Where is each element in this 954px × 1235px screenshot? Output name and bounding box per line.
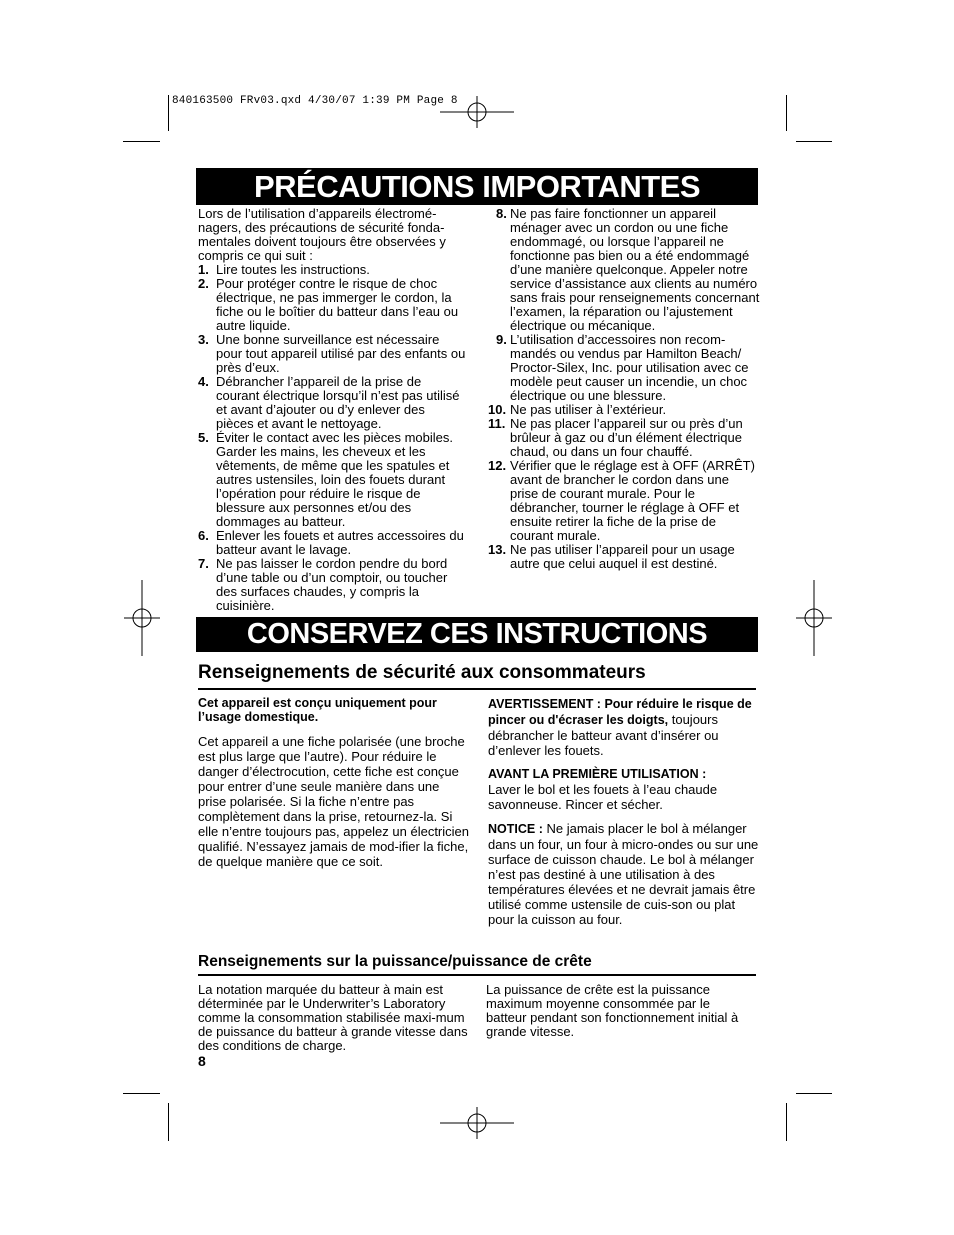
- precautions-banner: [196, 168, 758, 205]
- item-text: Pour protéger contre le risque de choc électrique, ne pas immerger le cordon, la fiche ou le boîtier du batteur dans l’eau ou autre liquide.: [216, 276, 459, 333]
- notice-paragraph: [488, 821, 762, 927]
- registration-mark-icon: [440, 1107, 514, 1139]
- crop-mark: [786, 1103, 787, 1141]
- item-text: Lire toutes les instructions.: [216, 262, 370, 277]
- item-text: Ne pas utiliser à l’extérieur.: [510, 402, 667, 417]
- item-number: 10.: [488, 402, 507, 417]
- item-text: Enlever les fouets et autres accessoires du batteur avant le lavage.: [216, 528, 464, 557]
- power-section-title: Renseignements sur la puissance/puissance de crête: [198, 952, 756, 976]
- list-item: [198, 375, 466, 431]
- item-text: Ne pas faire fonctionner un appareil ménager avec un cordon ou une fiche endommagé, ou lorsque l’appareil ne fonctionne pas bien ou a été endommagé d’une manière quelconque. Appeler notre service d’assistance aux clients au numéro sans frais pour renseignements concernant l’examen, la réparation ou l’ajustement électrique ou mécanique.: [510, 206, 760, 333]
- conservez-banner: [196, 617, 758, 652]
- safety-right-column: [488, 696, 762, 933]
- before-first-use-paragraph: [488, 767, 762, 812]
- item-number: 8.: [496, 206, 507, 221]
- list-item: [198, 557, 466, 613]
- list-item: [488, 333, 760, 403]
- page-number: 8: [198, 1053, 206, 1069]
- before-first-use-label: AVANT LA PREMIÈRE UTILISATION :: [488, 767, 707, 781]
- list-item: [488, 403, 760, 417]
- precautions-intro: Lors de l’utilisation d’appareils électromé-nagers, des précautions de sécurité fonda-mentales doivent toujours être observées y compris ce qui suit :: [198, 206, 446, 263]
- domestic-use-note: Cet appareil est conçu uniquement pour l’usage domestique.: [198, 696, 437, 724]
- power-rating-text: La notation marquée du batteur à main est déterminée par le Underwriter’s Laboratory comme la consommation stabilisée maxi-mum de puissance du batteur à grande vitesse dans des conditions de charge.: [198, 982, 468, 1053]
- item-text: Ne pas laisser le cordon pendre du bord d’une table ou d’un comptoir, ou toucher des surfaces chaudes, y compris la cuisinière.: [216, 556, 448, 613]
- safety-left-column: [198, 696, 470, 875]
- list-item: [198, 277, 466, 333]
- before-first-use-text: Laver le bol et les fouets à l’eau chaude savonneuse. Rincer et sécher.: [488, 782, 718, 812]
- safety-section-title: Renseignements de sécurité aux consommateurs: [198, 660, 756, 690]
- crop-mark: [168, 1103, 169, 1141]
- item-text: Une bonne surveillance est nécessaire pour tout appareil utilisé par des enfants ou près d’eux.: [216, 332, 466, 375]
- item-number: 7.: [198, 556, 209, 571]
- precautions-right-column: [488, 207, 760, 571]
- item-number: 5.: [198, 430, 209, 445]
- item-number: 13.: [488, 542, 507, 557]
- item-number: 1.: [198, 262, 209, 277]
- list-item: [488, 207, 760, 333]
- list-item: [198, 529, 466, 557]
- warning-text: toujours débrancher le batteur avant d’insérer ou d’enlever les fouets.: [488, 712, 719, 758]
- power-left-column: [198, 983, 468, 1053]
- item-number: 11.: [488, 416, 506, 431]
- polarized-plug-text: Cet appareil a une fiche polarisée (une broche est plus large que l’autre). Pour réduire le danger d’électrocution, cette fiche est conçue pour entrer d’une seule manière dans une prise polarisée. Si la fiche n’entre pas complètement dans la prise, retournez-la. Si elle n’entre toujours pas, appelez un électricien qualifié. N’essayez jamais de mod-ifier la fiche, de quelque manière que ce soit.: [198, 734, 470, 869]
- precautions-left-column: [198, 207, 466, 613]
- item-text: Vérifier que le réglage est à OFF (ARRÊT) avant de brancher le cordon dans une prise de courant murale. Pour le débrancher, tourner le réglage à OFF et ensuite retirer la fiche de la prise de courant murale.: [510, 458, 755, 543]
- crop-mark: [168, 95, 169, 131]
- list-item: [488, 417, 760, 459]
- warning-label: AVERTISSEMENT : Pour réduire le risque de pincer ou d'écraser les doigts,: [488, 697, 752, 727]
- item-number: 2.: [198, 276, 209, 291]
- item-text: L’utilisation d’accessoires non recom-mandés ou vendus par Hamilton Beach/ Proctor-Silex, Inc. pour utilisation avec ce modèle peut causer un incendie, un choc électrique ou une blessure.: [510, 332, 749, 403]
- crop-mark: [123, 1093, 160, 1094]
- registration-mark-icon: [796, 580, 832, 656]
- notice-label: NOTICE :: [488, 822, 543, 836]
- crop-mark: [123, 141, 160, 142]
- list-item: [488, 543, 760, 571]
- item-number: 9.: [496, 332, 507, 347]
- power-right-column: [486, 983, 748, 1039]
- item-text: Débrancher l’appareil de la prise de courant électrique lorsqu’il n’est pas utilisé et avant d’ajouter ou d’y enlever des pièces et avant le nettoyage.: [216, 374, 460, 431]
- crop-mark: [786, 95, 787, 131]
- list-item: [488, 459, 760, 543]
- peak-power-text: La puissance de crête est la puissance maximum moyenne consommée par le batteur pendant son fonctionnement initial à grande vitesse.: [486, 982, 739, 1039]
- item-text: Ne pas utiliser l’appareil pour un usage autre que celui auquel il est destiné.: [510, 542, 735, 571]
- notice-text: Ne jamais placer le bol à mélanger dans un four, un four à micro-ondes ou sur une surface de cuisson chaude. Le bol à mélanger n’est pas destiné à une utilisation à des températures élevées et ne devrait jamais être utilisé comme ustensile de cuis-son ou plat pour la cuisson au four.: [488, 821, 759, 927]
- list-item: [198, 263, 466, 277]
- item-text: Ne pas placer l’appareil sur ou près d’un brûleur à gaz ou d’un élément électrique chaud, ou dans un four chauffé.: [510, 416, 743, 459]
- crop-mark: [796, 141, 832, 142]
- item-text: Éviter le contact avec les pièces mobiles. Garder les mains, les cheveux et les vêtements, de même que les spatules et autres ustensiles, loin des fouets durant l’opération pour réduire le risque de blessure aux personnes et/ou des dommages au batteur.: [216, 430, 453, 529]
- item-number: 3.: [198, 332, 209, 347]
- list-item: [198, 431, 466, 529]
- registration-mark-icon: [440, 96, 514, 128]
- precautions-title: PRÉCAUTIONS IMPORTANTES: [253, 169, 701, 204]
- item-number: 12.: [488, 458, 507, 473]
- print-slug: 840163500 FRv03.qxd 4/30/07 1:39 PM Page 8: [172, 95, 458, 107]
- conservez-title: CONSERVEZ CES INSTRUCTIONS: [246, 618, 708, 650]
- registration-mark-icon: [124, 580, 160, 656]
- list-item: [198, 333, 466, 375]
- item-number: 4.: [198, 374, 209, 389]
- item-number: 6.: [198, 528, 209, 543]
- crop-mark: [796, 1093, 832, 1094]
- warning-paragraph: [488, 696, 762, 758]
